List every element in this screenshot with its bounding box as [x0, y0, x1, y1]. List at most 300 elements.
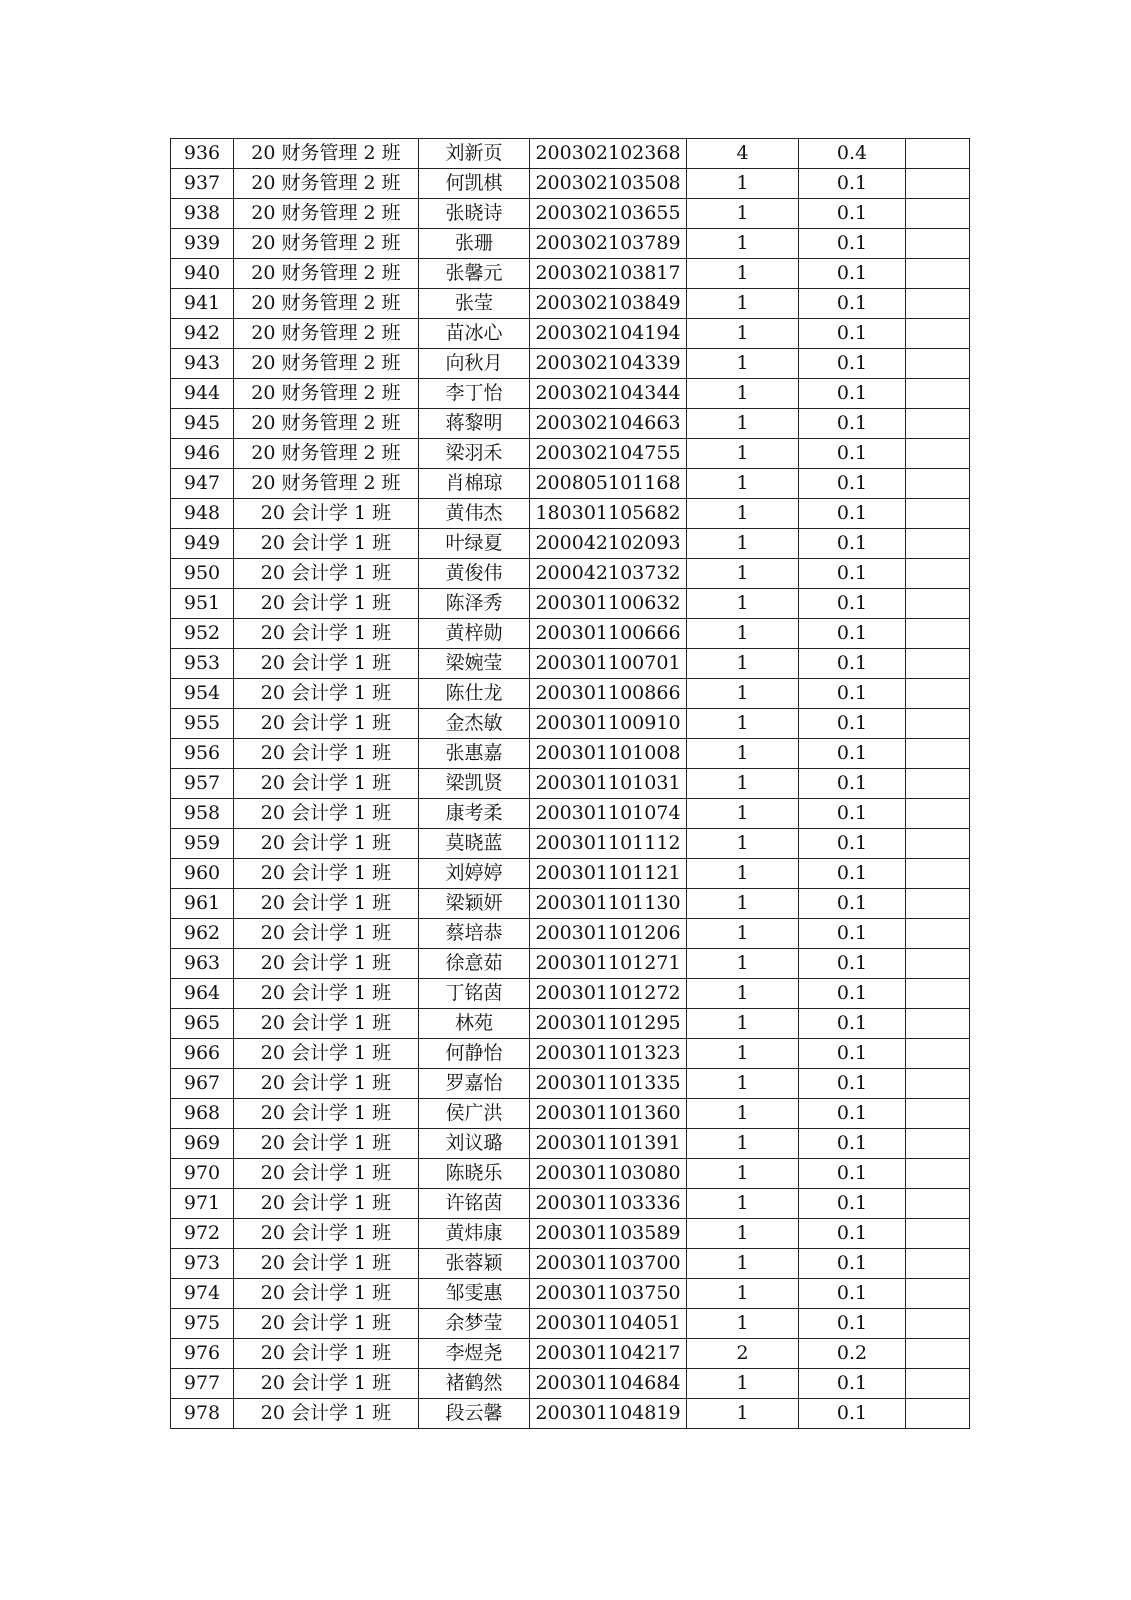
name-cell: 肖棉琼 [419, 469, 530, 499]
note-cell [906, 1069, 970, 1099]
row-number-cell: 951 [171, 589, 234, 619]
class-cell: 20 财务管理 2 班 [234, 139, 419, 169]
class-cell: 20 会计学 1 班 [234, 1039, 419, 1069]
table-row [171, 919, 970, 949]
row-number-cell: 939 [171, 229, 234, 259]
score-cell: 0.1 [799, 319, 906, 349]
name-cell: 金杰敏 [419, 709, 530, 739]
class-cell: 20 会计学 1 班 [234, 679, 419, 709]
class-cell: 20 会计学 1 班 [234, 1129, 419, 1159]
student-id-cell: 200302104339 [530, 349, 687, 379]
count-cell: 1 [687, 1309, 799, 1339]
row-number-cell: 957 [171, 769, 234, 799]
row-number-cell: 952 [171, 619, 234, 649]
name-cell: 张惠嘉 [419, 739, 530, 769]
score-cell: 0.1 [799, 829, 906, 859]
score-cell: 0.1 [799, 199, 906, 229]
student-id-cell: 200301101272 [530, 979, 687, 1009]
name-cell: 康考柔 [419, 799, 530, 829]
score-cell: 0.1 [799, 769, 906, 799]
count-cell: 1 [687, 589, 799, 619]
score-cell: 0.1 [799, 1219, 906, 1249]
row-number-cell: 946 [171, 439, 234, 469]
count-cell: 1 [687, 979, 799, 1009]
table-row [171, 1249, 970, 1279]
row-number-cell: 963 [171, 949, 234, 979]
class-cell: 20 会计学 1 班 [234, 1369, 419, 1399]
row-number-cell: 936 [171, 139, 234, 169]
student-id-cell: 200301103750 [530, 1279, 687, 1309]
table-row [171, 769, 970, 799]
name-cell: 何凯棋 [419, 169, 530, 199]
score-cell: 0.1 [799, 1399, 906, 1429]
table-row [171, 529, 970, 559]
score-cell: 0.1 [799, 1189, 906, 1219]
class-cell: 20 会计学 1 班 [234, 559, 419, 589]
table-row [171, 319, 970, 349]
score-cell: 0.1 [799, 949, 906, 979]
note-cell [906, 1129, 970, 1159]
student-table-body [171, 139, 970, 1429]
row-number-cell: 941 [171, 289, 234, 319]
table-row [171, 559, 970, 589]
row-number-cell: 944 [171, 379, 234, 409]
table-row [171, 439, 970, 469]
score-cell: 0.1 [799, 1009, 906, 1039]
name-cell: 张珊 [419, 229, 530, 259]
table-row [171, 1069, 970, 1099]
student-id-cell: 200301101295 [530, 1009, 687, 1039]
table-row [171, 859, 970, 889]
table-row [171, 289, 970, 319]
student-id-cell: 200301104684 [530, 1369, 687, 1399]
student-id-cell: 200302104344 [530, 379, 687, 409]
student-id-cell: 200302102368 [530, 139, 687, 169]
name-cell: 张馨元 [419, 259, 530, 289]
count-cell: 1 [687, 1189, 799, 1219]
score-cell: 0.1 [799, 1309, 906, 1339]
note-cell [906, 1339, 970, 1369]
score-cell: 0.1 [799, 799, 906, 829]
student-id-cell: 200302103849 [530, 289, 687, 319]
student-id-cell: 200301101360 [530, 1099, 687, 1129]
count-cell: 1 [687, 709, 799, 739]
class-cell: 20 会计学 1 班 [234, 949, 419, 979]
score-cell: 0.1 [799, 1099, 906, 1129]
row-number-cell: 948 [171, 499, 234, 529]
row-number-cell: 958 [171, 799, 234, 829]
note-cell [906, 349, 970, 379]
note-cell [906, 979, 970, 1009]
score-cell: 0.1 [799, 229, 906, 259]
class-cell: 20 会计学 1 班 [234, 1219, 419, 1249]
table-row [171, 169, 970, 199]
count-cell: 1 [687, 679, 799, 709]
score-cell: 0.2 [799, 1339, 906, 1369]
count-cell: 1 [687, 769, 799, 799]
row-number-cell: 972 [171, 1219, 234, 1249]
table-row [171, 1219, 970, 1249]
name-cell: 邹雯惠 [419, 1279, 530, 1309]
count-cell: 1 [687, 259, 799, 289]
row-number-cell: 978 [171, 1399, 234, 1429]
count-cell: 1 [687, 1009, 799, 1039]
score-cell: 0.1 [799, 1069, 906, 1099]
score-cell: 0.1 [799, 859, 906, 889]
student-id-cell: 180301105682 [530, 499, 687, 529]
score-cell: 0.1 [799, 1369, 906, 1399]
student-id-cell: 200042102093 [530, 529, 687, 559]
table-row [171, 499, 970, 529]
score-cell: 0.1 [799, 1159, 906, 1189]
student-id-cell: 200301101391 [530, 1129, 687, 1159]
student-id-cell: 200301100701 [530, 649, 687, 679]
row-number-cell: 974 [171, 1279, 234, 1309]
note-cell [906, 439, 970, 469]
name-cell: 李煜尧 [419, 1339, 530, 1369]
count-cell: 1 [687, 919, 799, 949]
class-cell: 20 会计学 1 班 [234, 1309, 419, 1339]
row-number-cell: 964 [171, 979, 234, 1009]
score-cell: 0.1 [799, 889, 906, 919]
row-number-cell: 945 [171, 409, 234, 439]
note-cell [906, 409, 970, 439]
class-cell: 20 会计学 1 班 [234, 619, 419, 649]
count-cell: 1 [687, 949, 799, 979]
row-number-cell: 950 [171, 559, 234, 589]
student-id-cell: 200301104819 [530, 1399, 687, 1429]
table-row [171, 1129, 970, 1159]
count-cell: 1 [687, 1069, 799, 1099]
row-number-cell: 961 [171, 889, 234, 919]
score-cell: 0.1 [799, 679, 906, 709]
count-cell: 1 [687, 1129, 799, 1159]
student-id-cell: 200301101008 [530, 739, 687, 769]
class-cell: 20 财务管理 2 班 [234, 469, 419, 499]
class-cell: 20 会计学 1 班 [234, 1159, 419, 1189]
count-cell: 1 [687, 1279, 799, 1309]
table-row [171, 379, 970, 409]
student-table [170, 138, 970, 1429]
score-cell: 0.1 [799, 379, 906, 409]
count-cell: 1 [687, 409, 799, 439]
note-cell [906, 319, 970, 349]
class-cell: 20 会计学 1 班 [234, 979, 419, 1009]
row-number-cell: 975 [171, 1309, 234, 1339]
note-cell [906, 289, 970, 319]
note-cell [906, 169, 970, 199]
class-cell: 20 会计学 1 班 [234, 859, 419, 889]
class-cell: 20 会计学 1 班 [234, 799, 419, 829]
note-cell [906, 559, 970, 589]
student-id-cell: 200301103589 [530, 1219, 687, 1249]
row-number-cell: 942 [171, 319, 234, 349]
name-cell: 丁铭茵 [419, 979, 530, 1009]
note-cell [906, 1009, 970, 1039]
name-cell: 陈泽秀 [419, 589, 530, 619]
class-cell: 20 会计学 1 班 [234, 919, 419, 949]
name-cell: 蔡培恭 [419, 919, 530, 949]
class-cell: 20 会计学 1 班 [234, 709, 419, 739]
student-id-cell: 200301104051 [530, 1309, 687, 1339]
score-cell: 0.1 [799, 709, 906, 739]
row-number-cell: 965 [171, 1009, 234, 1039]
class-cell: 20 会计学 1 班 [234, 829, 419, 859]
count-cell: 4 [687, 139, 799, 169]
count-cell: 1 [687, 1399, 799, 1429]
count-cell: 1 [687, 289, 799, 319]
student-id-cell: 200302104755 [530, 439, 687, 469]
name-cell: 褚鹤然 [419, 1369, 530, 1399]
student-id-cell: 200301100866 [530, 679, 687, 709]
student-id-cell: 200301101074 [530, 799, 687, 829]
table-row [171, 889, 970, 919]
name-cell: 莫晓蓝 [419, 829, 530, 859]
note-cell [906, 1309, 970, 1339]
note-cell [906, 1399, 970, 1429]
class-cell: 20 会计学 1 班 [234, 889, 419, 919]
class-cell: 20 财务管理 2 班 [234, 319, 419, 349]
class-cell: 20 会计学 1 班 [234, 769, 419, 799]
count-cell: 1 [687, 619, 799, 649]
class-cell: 20 会计学 1 班 [234, 1099, 419, 1129]
count-cell: 1 [687, 169, 799, 199]
score-cell: 0.1 [799, 559, 906, 589]
student-id-cell: 200301101031 [530, 769, 687, 799]
name-cell: 侯广洪 [419, 1099, 530, 1129]
count-cell: 1 [687, 499, 799, 529]
table-row [171, 1309, 970, 1339]
score-cell: 0.1 [799, 739, 906, 769]
score-cell: 0.1 [799, 259, 906, 289]
count-cell: 1 [687, 529, 799, 559]
row-number-cell: 960 [171, 859, 234, 889]
name-cell: 蒋黎明 [419, 409, 530, 439]
class-cell: 20 财务管理 2 班 [234, 349, 419, 379]
row-number-cell: 973 [171, 1249, 234, 1279]
class-cell: 20 财务管理 2 班 [234, 379, 419, 409]
name-cell: 陈晓乐 [419, 1159, 530, 1189]
count-cell: 1 [687, 889, 799, 919]
score-cell: 0.1 [799, 979, 906, 1009]
note-cell [906, 1219, 970, 1249]
class-cell: 20 财务管理 2 班 [234, 229, 419, 259]
table-row [171, 979, 970, 1009]
note-cell [906, 1039, 970, 1069]
student-id-cell: 200302103508 [530, 169, 687, 199]
note-cell [906, 949, 970, 979]
student-id-cell: 200301103336 [530, 1189, 687, 1219]
note-cell [906, 259, 970, 289]
count-cell: 1 [687, 739, 799, 769]
count-cell: 1 [687, 319, 799, 349]
class-cell: 20 财务管理 2 班 [234, 199, 419, 229]
count-cell: 1 [687, 829, 799, 859]
note-cell [906, 619, 970, 649]
class-cell: 20 会计学 1 班 [234, 1399, 419, 1429]
note-cell [906, 229, 970, 259]
table-row [171, 1369, 970, 1399]
name-cell: 刘议璐 [419, 1129, 530, 1159]
count-cell: 1 [687, 1219, 799, 1249]
score-cell: 0.1 [799, 649, 906, 679]
student-id-cell: 200301103080 [530, 1159, 687, 1189]
class-cell: 20 会计学 1 班 [234, 499, 419, 529]
table-row [171, 619, 970, 649]
student-id-cell: 200302103817 [530, 259, 687, 289]
student-id-cell: 200301101121 [530, 859, 687, 889]
student-id-cell: 200805101168 [530, 469, 687, 499]
score-cell: 0.1 [799, 619, 906, 649]
name-cell: 张莹 [419, 289, 530, 319]
class-cell: 20 会计学 1 班 [234, 1009, 419, 1039]
note-cell [906, 649, 970, 679]
row-number-cell: 949 [171, 529, 234, 559]
name-cell: 徐意茹 [419, 949, 530, 979]
name-cell: 刘新页 [419, 139, 530, 169]
student-id-cell: 200301101335 [530, 1069, 687, 1099]
note-cell [906, 679, 970, 709]
student-id-cell: 200042103732 [530, 559, 687, 589]
note-cell [906, 859, 970, 889]
score-cell: 0.1 [799, 439, 906, 469]
row-number-cell: 938 [171, 199, 234, 229]
score-cell: 0.1 [799, 1279, 906, 1309]
count-cell: 1 [687, 199, 799, 229]
student-id-cell: 200301101323 [530, 1039, 687, 1069]
name-cell: 余梦莹 [419, 1309, 530, 1339]
score-cell: 0.1 [799, 409, 906, 439]
name-cell: 刘婷婷 [419, 859, 530, 889]
row-number-cell: 954 [171, 679, 234, 709]
table-row [171, 1099, 970, 1129]
student-id-cell: 200302103655 [530, 199, 687, 229]
table-row [171, 349, 970, 379]
name-cell: 段云馨 [419, 1399, 530, 1429]
row-number-cell: 976 [171, 1339, 234, 1369]
score-cell: 0.1 [799, 349, 906, 379]
name-cell: 梁颖妍 [419, 889, 530, 919]
count-cell: 1 [687, 1039, 799, 1069]
row-number-cell: 968 [171, 1099, 234, 1129]
note-cell [906, 529, 970, 559]
name-cell: 罗嘉怡 [419, 1069, 530, 1099]
table-row [171, 949, 970, 979]
note-cell [906, 1099, 970, 1129]
class-cell: 20 财务管理 2 班 [234, 259, 419, 289]
student-id-cell: 200301101271 [530, 949, 687, 979]
class-cell: 20 会计学 1 班 [234, 1339, 419, 1369]
score-cell: 0.1 [799, 589, 906, 619]
table-row [171, 139, 970, 169]
score-cell: 0.1 [799, 169, 906, 199]
count-cell: 1 [687, 859, 799, 889]
class-cell: 20 会计学 1 班 [234, 739, 419, 769]
count-cell: 1 [687, 559, 799, 589]
student-id-cell: 200301103700 [530, 1249, 687, 1279]
note-cell [906, 589, 970, 619]
row-number-cell: 947 [171, 469, 234, 499]
name-cell: 张晓诗 [419, 199, 530, 229]
class-cell: 20 会计学 1 班 [234, 1069, 419, 1099]
name-cell: 黄伟杰 [419, 499, 530, 529]
name-cell: 黄俊伟 [419, 559, 530, 589]
note-cell [906, 769, 970, 799]
table-row [171, 1159, 970, 1189]
name-cell: 梁羽禾 [419, 439, 530, 469]
note-cell [906, 739, 970, 769]
note-cell [906, 469, 970, 499]
table-row [171, 1189, 970, 1219]
table-row [171, 1339, 970, 1369]
name-cell: 黄炜康 [419, 1219, 530, 1249]
student-id-cell: 200301104217 [530, 1339, 687, 1369]
score-cell: 0.1 [799, 469, 906, 499]
row-number-cell: 940 [171, 259, 234, 289]
table-row [171, 709, 970, 739]
row-number-cell: 971 [171, 1189, 234, 1219]
name-cell: 梁婉莹 [419, 649, 530, 679]
note-cell [906, 1369, 970, 1399]
name-cell: 林苑 [419, 1009, 530, 1039]
class-cell: 20 会计学 1 班 [234, 1279, 419, 1309]
table-row [171, 679, 970, 709]
table-row [171, 829, 970, 859]
note-cell [906, 139, 970, 169]
count-cell: 1 [687, 1369, 799, 1399]
row-number-cell: 943 [171, 349, 234, 379]
table-row [171, 409, 970, 439]
row-number-cell: 977 [171, 1369, 234, 1399]
note-cell [906, 1249, 970, 1279]
note-cell [906, 889, 970, 919]
note-cell [906, 199, 970, 229]
note-cell [906, 1279, 970, 1309]
note-cell [906, 919, 970, 949]
student-id-cell: 200301100632 [530, 589, 687, 619]
name-cell: 李丁怡 [419, 379, 530, 409]
class-cell: 20 财务管理 2 班 [234, 169, 419, 199]
table-row [171, 799, 970, 829]
count-cell: 1 [687, 439, 799, 469]
count-cell: 1 [687, 799, 799, 829]
name-cell: 黄梓勋 [419, 619, 530, 649]
row-number-cell: 959 [171, 829, 234, 859]
table-row [171, 1039, 970, 1069]
row-number-cell: 956 [171, 739, 234, 769]
name-cell: 向秋月 [419, 349, 530, 379]
name-cell: 张蓉颖 [419, 1249, 530, 1279]
name-cell: 梁凯贤 [419, 769, 530, 799]
note-cell [906, 829, 970, 859]
table-row [171, 1279, 970, 1309]
note-cell [906, 799, 970, 829]
table-row [171, 229, 970, 259]
name-cell: 叶绿夏 [419, 529, 530, 559]
count-cell: 1 [687, 349, 799, 379]
score-cell: 0.1 [799, 529, 906, 559]
table-row [171, 1009, 970, 1039]
row-number-cell: 955 [171, 709, 234, 739]
count-cell: 1 [687, 1249, 799, 1279]
note-cell [906, 1159, 970, 1189]
score-cell: 0.1 [799, 1249, 906, 1279]
row-number-cell: 937 [171, 169, 234, 199]
score-cell: 0.1 [799, 919, 906, 949]
row-number-cell: 966 [171, 1039, 234, 1069]
table-row [171, 649, 970, 679]
table-row [171, 199, 970, 229]
